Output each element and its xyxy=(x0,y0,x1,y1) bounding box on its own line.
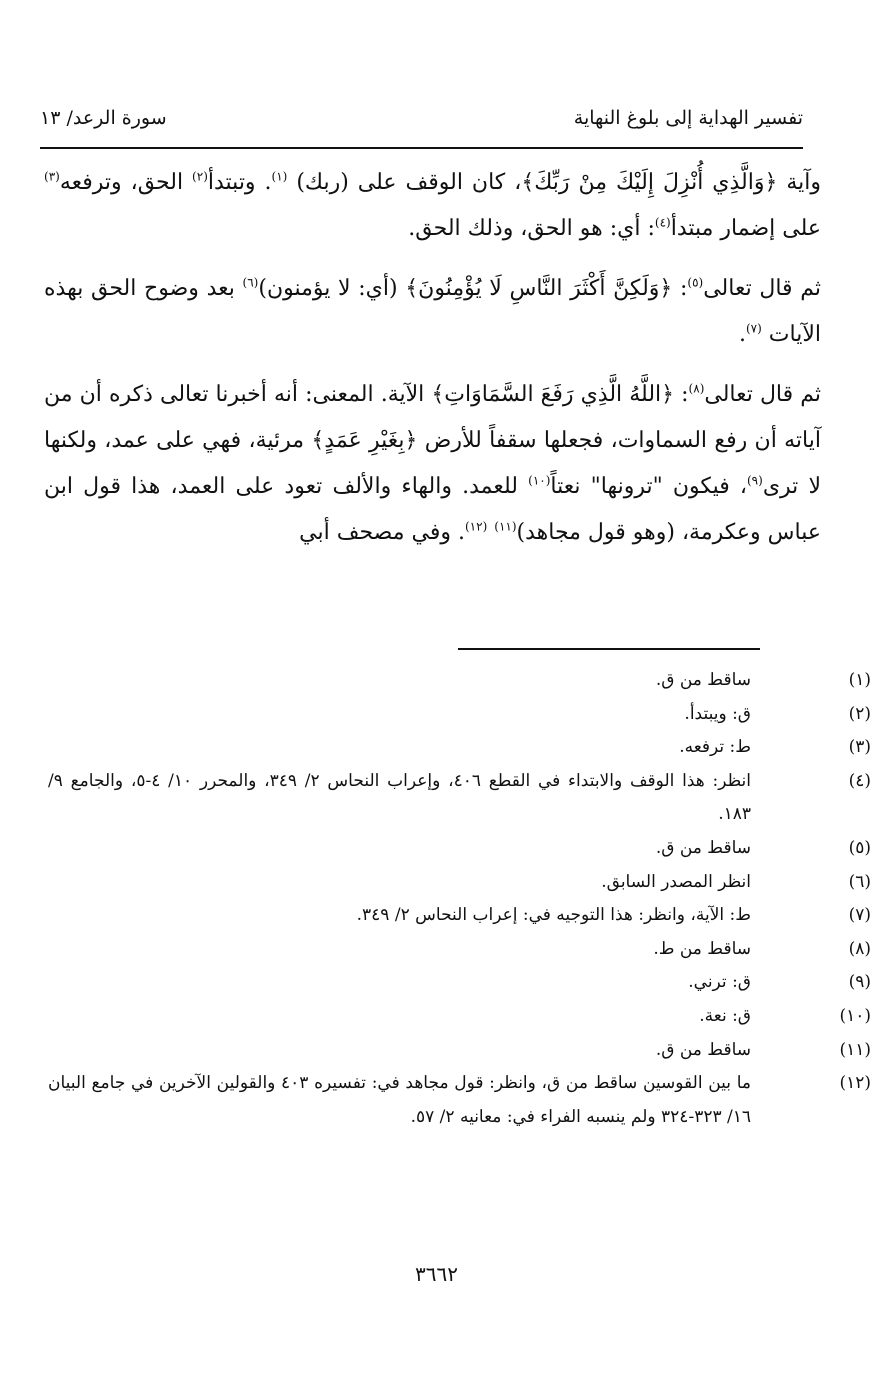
footnote-text: ساقط من ق. xyxy=(655,837,751,858)
text-run: الحق، وترفعه xyxy=(59,170,193,195)
footnote-number: (١٢) xyxy=(839,1073,871,1094)
text-run: . وفي مصحف أبي xyxy=(299,520,465,545)
footnote-ref[interactable]: (٧) xyxy=(745,321,762,336)
footnote-item xyxy=(48,866,871,900)
footnote-ref[interactable]: (٣) xyxy=(44,169,60,184)
footnote-number: (٤) xyxy=(848,770,871,791)
footnote-number: (١٠) xyxy=(839,1005,871,1026)
footnote-number: (٥) xyxy=(848,837,871,858)
paragraph-3 xyxy=(44,372,821,556)
footnote-item xyxy=(48,899,871,933)
footnote-number: (٩) xyxy=(848,972,871,993)
footnote-text: ق: نعة. xyxy=(699,1005,751,1026)
text-run: ، فيكون "ترونها" نعتاً xyxy=(550,474,747,499)
chapter-label: سورة الرعد/ ١٣ xyxy=(40,107,167,129)
text-run: بعد وضوح الحق بهذه الآيات xyxy=(44,276,821,347)
footnote-separator xyxy=(458,648,760,650)
book-title: تفسير الهداية إلى بلوغ النهاية xyxy=(573,107,803,129)
footnote-text: ساقط من ط. xyxy=(653,938,751,959)
header-rule xyxy=(40,147,803,149)
footnote-number: (٢) xyxy=(848,703,871,724)
footnote-item xyxy=(48,966,871,1000)
footnote-ref[interactable]: (١) xyxy=(271,169,288,184)
footnote-ref[interactable]: (٢) xyxy=(192,169,208,184)
footnote-item xyxy=(48,765,871,832)
footnote-ref[interactable]: (١١) xyxy=(494,519,517,534)
text-run: للعمد. والهاء والألف تعود على العمد، هذا قول ابن عباس وعكرمة، (وهو قول مجاهد) xyxy=(44,474,821,545)
text-run: : أي: هو الحق، وذلك الحق. xyxy=(408,216,655,241)
text-run: . xyxy=(738,322,746,347)
footnote-item xyxy=(48,832,871,866)
paragraph-2 xyxy=(44,266,821,358)
text-run: : xyxy=(672,276,688,301)
quran-verse: ﴿وَلَكِنَّ أَكْثَرَ النَّاسِ لَا يُؤْمِنُونَ﴾ xyxy=(405,276,673,301)
footnote-number: (١) xyxy=(848,670,871,690)
footnote-item xyxy=(48,933,871,967)
paragraph-1 xyxy=(44,160,821,252)
footnote-text: ساقط من ق. xyxy=(655,1039,751,1060)
footnote-text: ط: ترفعه. xyxy=(679,737,751,758)
footnote-number: (١١) xyxy=(839,1039,871,1060)
footnote-text: ط: الآية، وانظر: هذا التوجيه في: إعراب النحاس ٢/ ٣٤٩. xyxy=(356,905,751,926)
text-run: الآية. المعنى: أنه أخبرنا تعالى ذكره أن من آياته أن رفع السماوات، فجعلها سقفاً للأرض xyxy=(44,382,821,453)
footnote-item xyxy=(48,1000,871,1034)
page-number: ٣٦٦٢ xyxy=(415,1262,458,1286)
footnote-ref[interactable]: (٩) xyxy=(746,473,763,488)
main-text xyxy=(44,160,821,556)
footnote-text: ما بين القوسين ساقط من ق، وانظر: قول مجاهد في: تفسيره ٤٠٣ والقولين الآخرين في جامع البيان ١٦/ ٣٢٣-٣٢٤ ولم ينسبه الفراء في: معانيه ٢/ ٥٧. xyxy=(48,1073,751,1127)
text-run: . وتبتدأ xyxy=(207,170,272,195)
footnote-item xyxy=(48,731,871,765)
footnote-text: ساقط من ق. xyxy=(655,670,751,690)
footnote-ref[interactable]: (٥) xyxy=(687,275,704,290)
text-run: : xyxy=(674,382,689,407)
footnote-item xyxy=(48,1067,871,1134)
footnotes xyxy=(48,664,871,1134)
quran-verse: ﴿وَالَّذِي أُنْزِلَ إِلَيْكَ مِنْ رَبِّكَ﴾ xyxy=(521,170,778,195)
footnote-ref[interactable]: (١٠) xyxy=(528,473,551,488)
footnote-text: ق: ترني. xyxy=(688,972,751,993)
quran-verse: ﴿اللَّهُ الَّذِي رَفَعَ السَّمَاوَاتِ﴾ xyxy=(431,382,675,407)
footnote-text: انظر: هذا الوقف والابتداء في القطع ٤٠٦، وإعراب النحاس ٢/ ٣٤٩، والمحرر ١٠/ ٤-٥، والجامع ٩/ ١٨٣. xyxy=(48,770,751,825)
text-run: ثم قال تعالى xyxy=(704,382,821,407)
text-run: ثم قال تعالى xyxy=(703,276,822,301)
text-run: ، كان الوقف على (ربك) xyxy=(296,170,522,195)
footnote-number: (٧) xyxy=(848,905,871,926)
footnote-ref[interactable]: (٤) xyxy=(654,215,671,230)
footnote-item xyxy=(48,1034,871,1068)
footnote-number: (٨) xyxy=(848,938,871,959)
text-run: (أي: لا يؤمنون) xyxy=(258,276,406,301)
footnote-item xyxy=(48,664,871,698)
text-run: وآية xyxy=(777,170,822,195)
text-run: مرئية، فهي على عمد، ولكنها لا ترى xyxy=(44,428,821,499)
footnote-text: ق: ويبتدأ. xyxy=(684,703,751,724)
footnote-ref[interactable]: (١٢) xyxy=(464,519,488,534)
footnote-ref[interactable]: (٨) xyxy=(688,381,705,396)
footnote-ref[interactable]: (٦) xyxy=(242,275,259,290)
text-run: على إضمار مبتدأ xyxy=(670,216,821,241)
footnote-number: (٣) xyxy=(848,737,871,758)
footnote-text: انظر المصدر السابق. xyxy=(601,871,751,892)
footnote-item xyxy=(48,698,871,732)
footnote-number: (٦) xyxy=(848,871,871,892)
quran-verse: ﴿بِغَيْرِ عَمَدٍ﴾ xyxy=(311,428,418,453)
running-header xyxy=(40,100,803,136)
